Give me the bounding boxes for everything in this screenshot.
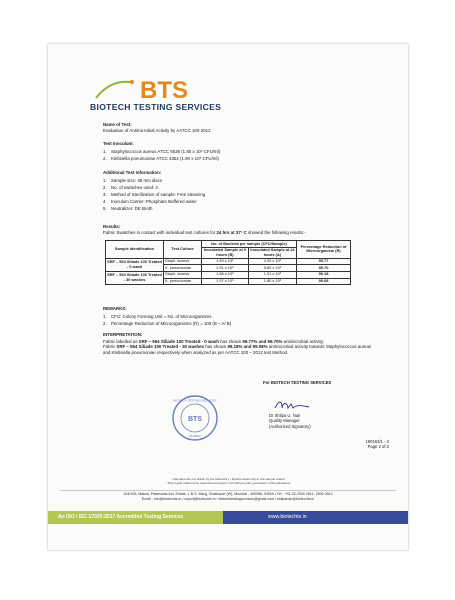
company-seal-icon <box>171 394 219 442</box>
list-item: 2. No. of swatches used: 4 <box>103 184 158 190</box>
results-intro: Fabric Swatches in contact with individual test cultures for 24 hrs at 37° C showed the following results:- <box>103 229 306 235</box>
list-item: 2. Klebsiella pneumoniae ATCC 4352 (1.90 x 10⁵ CFU/ml) <box>103 155 219 161</box>
results-heading: Results: <box>103 224 121 229</box>
cell-r: 99.77 <box>297 258 351 265</box>
list-item: 1. CFU: Colony Forming Unit = No. of Microorganisms <box>103 313 212 319</box>
bts-logo-icon <box>90 74 230 104</box>
test-name-heading: Name of Test: <box>103 122 132 127</box>
interpretation-text: Fabric labelled as SRF – 594 Siliade 100 Treated - 0 wash has shown 99.77% and 99.70% antimicrobial activity; Fabric SRF – 594 Siliade 100 Treated - 30 washes has shown 99.18% and 99.08% antimicrobial activity towards Staphylococcus aureus and Klebsiella pneumoniae respectively when analyzed as per AATCC 100 – 2012 test Method. <box>103 338 372 355</box>
email-line: Email : info@biotechts.in / report@biotechts.in / biotechtestingservices@gmail.com / shilpanair@biotechts.in <box>141 497 315 501</box>
footer-address <box>60 492 396 502</box>
inoculum-list <box>103 149 388 162</box>
list-item: 5. Neutralizer: DE Broth <box>103 206 153 212</box>
additional-info-section <box>103 170 388 214</box>
inoculum-heading: Test Inoculum: <box>103 141 134 146</box>
cell-a: 1.51 x 10³ <box>248 271 296 278</box>
remarks-heading: REMARKS: <box>103 306 127 311</box>
list-item: 1. Staphylococcus aureus ATCC 6538 (1.80 x 10⁵ CFU/ml) <box>103 148 221 154</box>
cell-r: 99.70 <box>297 265 351 272</box>
additional-list <box>103 178 388 212</box>
additional-heading: Additional Test Information: <box>103 170 162 175</box>
cell-a: 4.20 x 10² <box>248 258 296 265</box>
test-name-value: Evaluation of Antimicrobial Activity by AATCC 100-2012 <box>103 127 211 133</box>
report-page <box>48 44 408 550</box>
company-name: BIOTECH TESTING SERVICES <box>90 102 222 112</box>
cell-sample: SRF – 594 Siliade 100 Treated - 0 wash <box>106 258 164 271</box>
website-link[interactable]: www.biotechts.in <box>268 514 307 520</box>
interpretation-section <box>103 332 373 355</box>
results-section <box>103 224 388 235</box>
footer-divider <box>60 490 396 491</box>
col-culture: Test Culture <box>164 241 202 259</box>
seal-city: MUMBAI <box>189 434 201 438</box>
table-header-row <box>106 241 351 248</box>
signatory-auth: (Authorized Signatory) <box>269 423 311 429</box>
cell-culture: K. pneumoniae <box>164 278 202 285</box>
cell-a: 5.60 x 10² <box>248 265 296 272</box>
logo-mark-text: BTS <box>140 77 188 104</box>
signature-for: For BIOTECH TESTING SERVICES <box>263 380 332 385</box>
interpretation-heading: INTERPRETATION: <box>103 332 143 337</box>
report-ref: 190163/1 - 2 <box>365 439 389 444</box>
cell-b: 1.86 x 10⁵ <box>202 271 249 278</box>
seal-center: BTS <box>188 416 202 423</box>
disclaimer-line: • This report shall not be reproduced except in full without prior permission of the laboratory <box>165 480 291 485</box>
page-info <box>349 439 389 450</box>
cell-culture: K. pneumoniae <box>164 265 202 272</box>
col-sample: Sample Identification <box>106 241 164 259</box>
remarks-section <box>103 306 388 328</box>
disclaimer-line: • Samples are not drawn by the laboratory • Result relate only to the sample tested <box>171 477 285 481</box>
seal-ring-text: BIOTECH TESTING SERVICES <box>173 398 217 403</box>
col-a: Inoculated Sample at 24 hours (A) <box>250 247 295 257</box>
signatory-block <box>269 413 311 429</box>
cell-r: 99.18 <box>297 271 351 278</box>
cell-b: 1.91 x 10⁵ <box>202 265 249 272</box>
cell-culture: Staph. aureus <box>164 271 202 278</box>
address-line: 104/105, Malwa, Patanwala Ind. Estate, L.B.S. Marg, Ghatkopar (W), Mumbai - 400086, INDIA • Tel : +91-22-2500 2811, 2500 2812 <box>123 492 333 496</box>
signature-icon <box>273 398 313 412</box>
col-group: No. of Bacteria per sample (CFU/Sample) <box>202 241 297 248</box>
website-band <box>223 511 408 524</box>
col-b: Inoculated Sample at 0 hours (B) <box>202 247 249 258</box>
cell-r: 99.08 <box>297 278 351 285</box>
list-item: 3. Method of Sterilization of sample: Free steaming <box>103 191 206 197</box>
cell-b: 1.69 x 10⁵ <box>202 258 249 265</box>
list-item: 4. Inoculum Carrier: Phosphate Buffered water <box>103 199 197 205</box>
col-reduction: Percentage Reduction of Microorganism (R) <box>297 241 351 259</box>
accreditation-text: An ISO / IEC 17025:2017 Accredited Testing Services <box>58 514 184 520</box>
company-logo <box>90 74 230 114</box>
remarks-list <box>103 314 388 327</box>
inoculum-section <box>103 141 388 163</box>
table-row <box>106 258 351 265</box>
list-item: 1. Sample size: 48 mm discs <box>103 177 162 183</box>
cell-a: 1.80 x 10³ <box>248 278 296 285</box>
disclaimer <box>138 478 318 486</box>
signatory-title: Quality Manager <box>269 418 300 424</box>
results-table <box>105 240 351 285</box>
list-item: 2. Percentage Reduction of Microorganisms (R) = 100 (B – A/ B) <box>103 320 232 326</box>
page-number: Page 2 of 2 <box>367 444 389 450</box>
cell-sample: SRF – 594 Siliade 100 Treated - 30 washes <box>106 271 164 284</box>
table-row <box>106 271 351 278</box>
cell-culture: Staph. aureus <box>164 258 202 265</box>
signatory-name: Dr Shilpa U. Nair <box>269 413 301 418</box>
cell-b: 1.97 x 10⁵ <box>202 278 249 285</box>
test-name-section <box>103 122 388 133</box>
